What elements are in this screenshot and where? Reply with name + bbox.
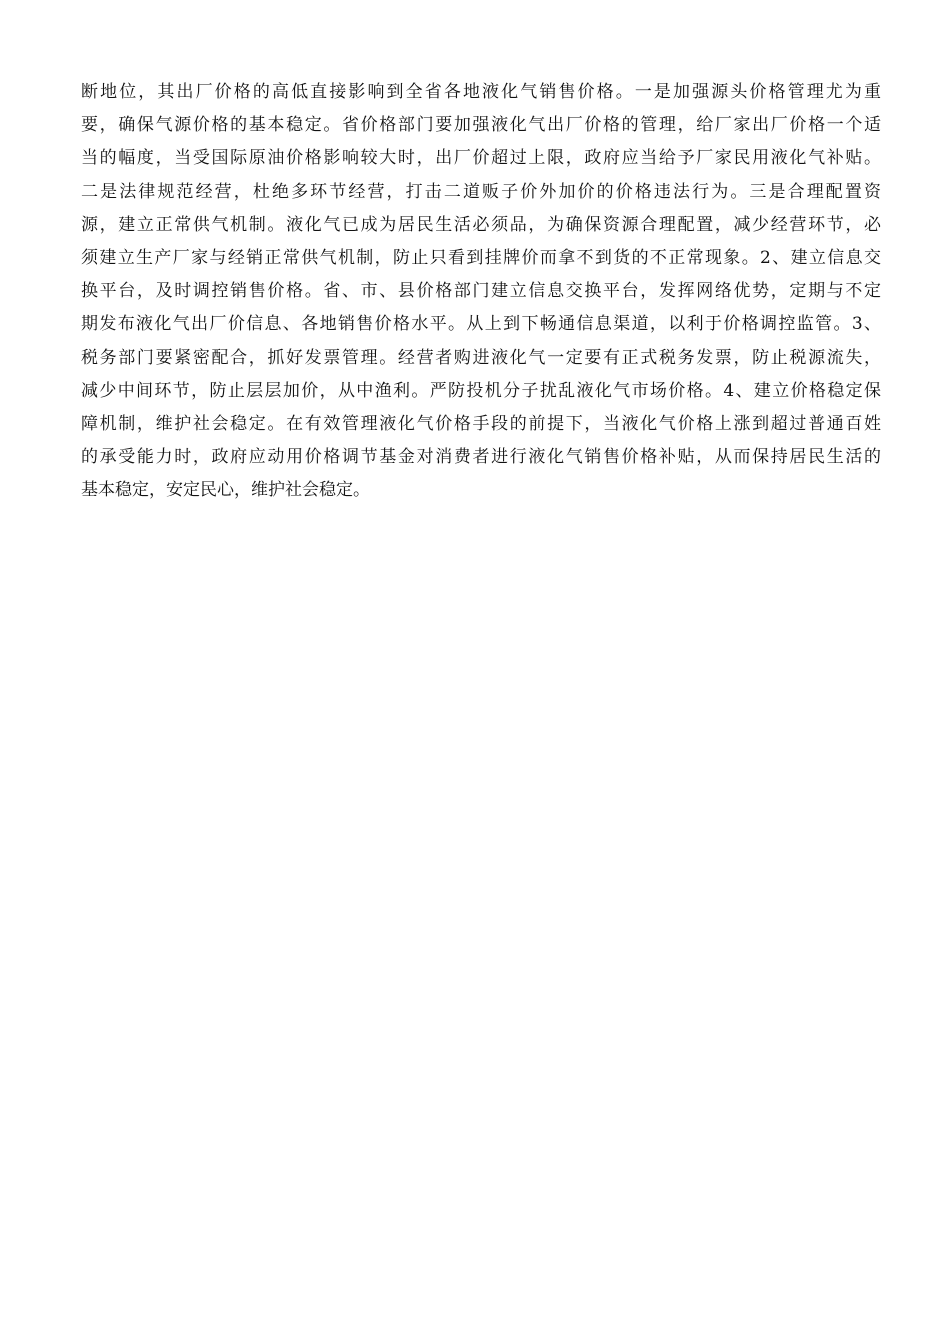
text-line-8: 期发布液化气出厂价信息、各地销售价格水平。从上到下畅通信息渠道，以利于价格调控监管。3、	[81, 314, 881, 335]
text-line-11: 障机制，维护社会稳定。在有效管理液化气价格手段的前提下，当液化气价格上涨到超过普通百姓	[81, 413, 881, 434]
text-line-7: 换平台，及时调控销售价格。省、市、县价格部门建立信息交换平台，发挥网络优势，定期与不定	[81, 281, 881, 302]
text-line-6: 须建立生产厂家与经销正常供气机制，防止只看到挂牌价而拿不到货的不正常现象。2、建立信息交	[81, 247, 881, 268]
text-line-3: 当的幅度，当受国际原油价格影响较大时，出厂价超过上限，政府应当给予厂家民用液化气补贴。	[81, 148, 881, 169]
text-line-12: 的承受能力时，政府应动用价格调节基金对消费者进行液化气销售价格补贴，从而保持居民生活的	[81, 447, 881, 468]
text-line-13: 基本稳定，安定民心，维护社会稳定。	[81, 480, 370, 501]
body-paragraph	[81, 76, 881, 507]
text-line-2: 要，确保气源价格的基本稳定。省价格部门要加强液化气出厂价格的管理，给厂家出厂价格一个适	[81, 115, 881, 136]
text-line-5: 源，建立正常供气机制。液化气已成为居民生活必须品，为确保资源合理配置，减少经营环节，必	[81, 214, 881, 235]
text-line-9: 税务部门要紧密配合，抓好发票管理。经营者购进液化气一定要有正式税务发票，防止税源流失，	[81, 347, 881, 368]
text-line-1: 断地位，其出厂价格的高低直接影响到全省各地液化气销售价格。一是加强源头价格管理尤为重	[81, 82, 881, 102]
text-line-10: 减少中间环节，防止层层加价，从中渔利。严防投机分子扰乱液化气市场价格。4、建立价格稳定保	[81, 380, 881, 401]
text-line-4: 二是法律规范经营，杜绝多环节经营，打击二道贩子价外加价的价格违法行为。三是合理配置资	[81, 181, 881, 202]
